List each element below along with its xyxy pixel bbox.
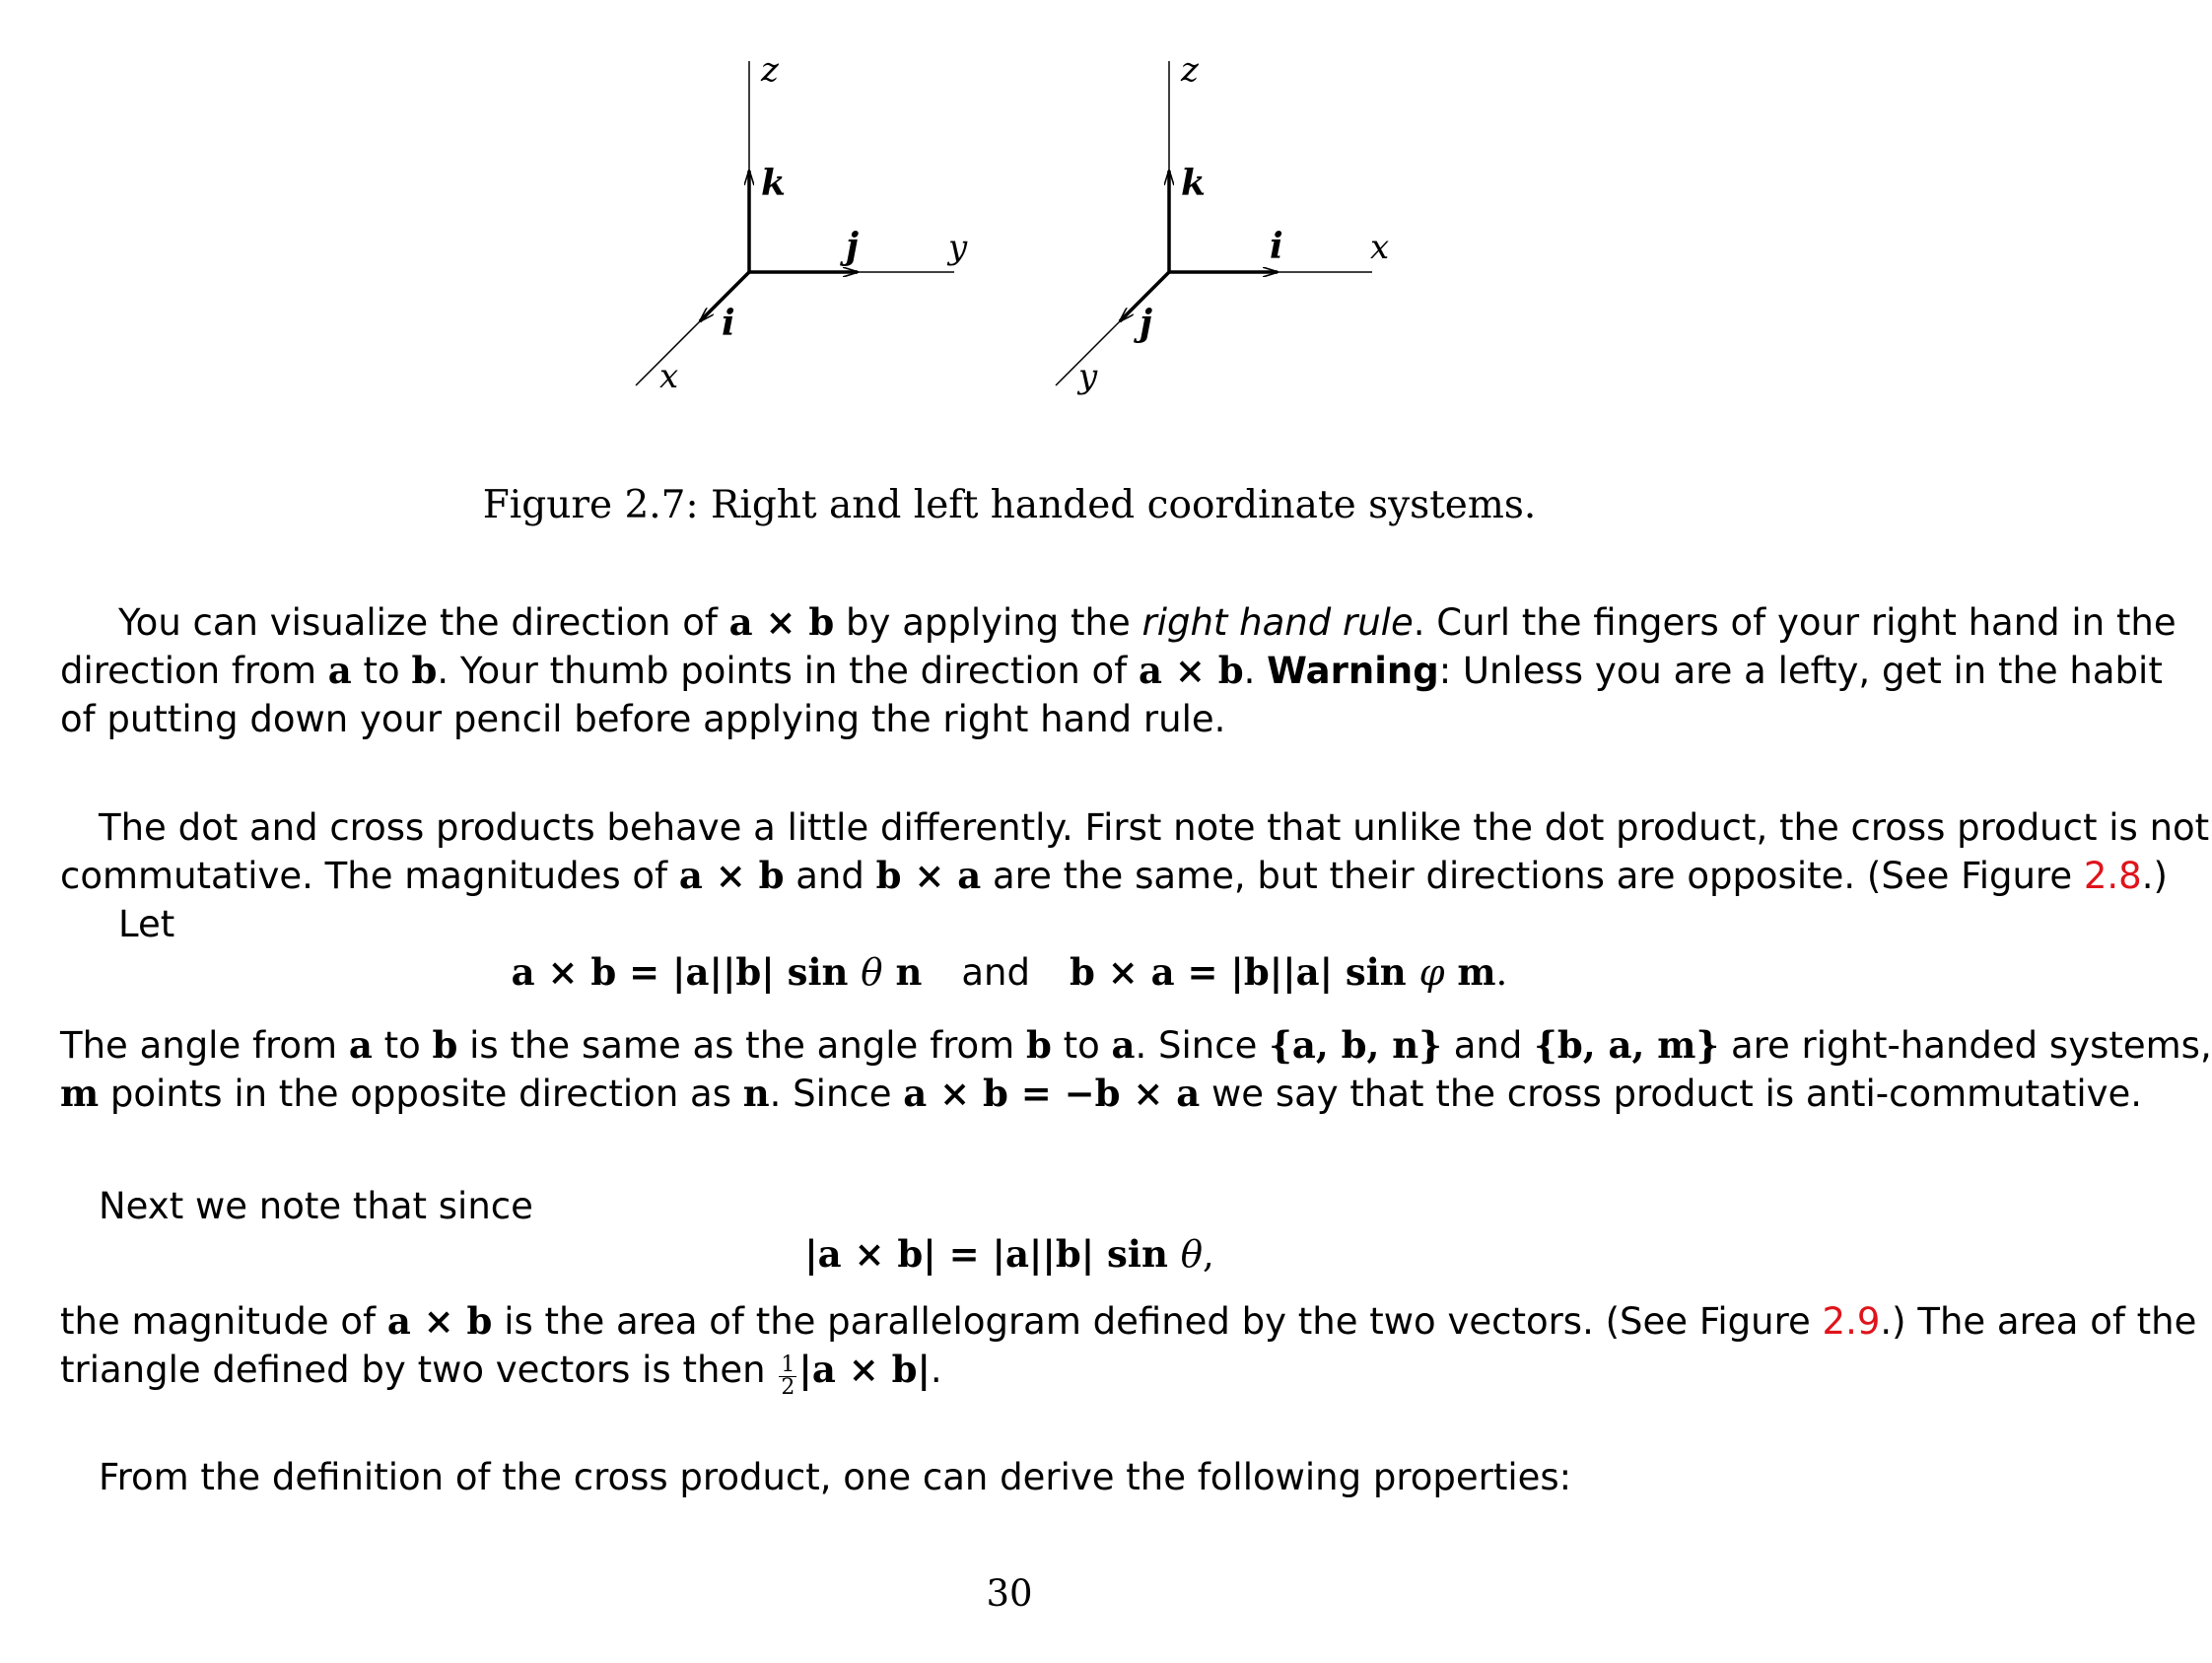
text-line <box>60 1346 1963 1399</box>
math-a-cross-b: a × b <box>728 600 835 644</box>
paragraph-area <box>60 1297 2197 1400</box>
equation-period: . <box>1495 951 1508 994</box>
text-run: triangle defined by two vectors is then <box>60 1349 778 1391</box>
text-line <box>60 1021 2212 1070</box>
i-vector-label: i <box>1270 226 1283 267</box>
i-vector-label: i <box>722 303 735 344</box>
text-line: of putting down your pencil before applying the right hand rule. <box>60 698 1226 740</box>
equation-comma: , <box>1203 1233 1214 1276</box>
paragraph-anti-commutative-intro <box>60 803 2210 948</box>
equation-cross-products <box>0 950 2019 994</box>
text-run: and <box>1441 1024 1535 1067</box>
figure-2-8-link[interactable]: 2.8 <box>2083 855 2142 897</box>
text-run: .) The area of the <box>1880 1300 2197 1343</box>
math-phi: φ <box>1418 951 1445 994</box>
equation-lhs: a × b = |a||b| sin <box>511 950 862 994</box>
text-run <box>60 650 2163 692</box>
text-run: The angle from <box>60 1024 349 1067</box>
text-run: and <box>784 855 876 897</box>
paragraph-properties-intro <box>60 1453 1963 1501</box>
text-run: direction from <box>60 650 328 692</box>
text-run: points in the opposite direction as <box>99 1073 743 1115</box>
text-line <box>60 598 2177 647</box>
paragraph-magnitude-intro <box>60 1182 1963 1230</box>
math-a: a <box>348 1023 373 1067</box>
text-run: . Since <box>769 1073 904 1115</box>
j-vector-label: j <box>846 226 860 267</box>
page-number: 30 <box>986 1572 1033 1615</box>
text-run: . <box>1243 650 1268 692</box>
math-a: a <box>1111 1023 1136 1067</box>
text-line <box>60 1297 2197 1346</box>
text-run: the magnitude of <box>60 1300 387 1343</box>
text-line <box>60 1070 2143 1118</box>
text-run: commutative. The magnitudes of <box>60 855 679 897</box>
text-line <box>60 647 2163 695</box>
text-run: . Since <box>1135 1024 1270 1067</box>
math-set-bam: {b, a, m} <box>1534 1023 1720 1067</box>
paragraph-right-hand-rule <box>60 598 2177 743</box>
text-line: Let <box>118 903 175 945</box>
math-m: m <box>60 1072 100 1115</box>
math-a-cross-b: a × b <box>386 1299 493 1343</box>
text-run: by applying the <box>834 601 1142 644</box>
math-set-abn: {a, b, n} <box>1269 1023 1442 1067</box>
equation-and: and <box>961 951 1030 994</box>
math-b: b <box>432 1023 458 1067</box>
math-n: n <box>882 950 923 994</box>
text-line <box>60 852 2168 900</box>
math-anti-commutative-identity: a × b = −b × a <box>903 1072 1201 1115</box>
fraction-one-half <box>779 1354 796 1399</box>
y-axis-label: y <box>948 228 968 267</box>
text-line: Next we note that since <box>99 1185 533 1227</box>
text-run: is the same as the angle from <box>457 1024 1026 1067</box>
text-line: The dot and cross products behave a little differently. First note that unlike the dot product, the cross product is not <box>99 806 2210 849</box>
x-axis-label: x <box>1370 228 1390 267</box>
math-theta: θ <box>861 951 883 994</box>
text-run <box>60 601 2177 644</box>
math-m: m <box>1444 950 1496 994</box>
text-run: to <box>1051 1024 1112 1067</box>
text-run: to <box>372 1024 433 1067</box>
emphasis-right-hand-rule: right hand rule <box>1141 601 1414 644</box>
text-run: to <box>351 650 412 692</box>
math-a-cross-b: a × b <box>678 854 785 897</box>
text-run: are the same, but their directions are opposite. (See Figure <box>981 855 2084 897</box>
text-run: are right-handed systems, <box>1719 1024 2212 1067</box>
text-run: . <box>930 1349 942 1391</box>
text-run: we say that the cross product is anti-commutative. <box>1200 1073 2143 1115</box>
equation-rhs: b × a = |b||a| sin <box>1069 950 1419 994</box>
figure-caption: Figure 2.7: Right and left handed coordinate systems. <box>482 483 1537 527</box>
z-axis-label: z <box>1181 50 1199 90</box>
math-n: n <box>742 1072 770 1115</box>
text-run: . Curl the fingers of your right hand in the <box>1413 601 2177 644</box>
equation-magnitude <box>0 1232 2019 1276</box>
text-run <box>60 1300 2196 1343</box>
math-b-cross-a: b × a <box>875 854 982 897</box>
x-axis-label: x <box>659 357 679 396</box>
text-run: .) <box>2141 855 2168 897</box>
paragraph-anti-commutative <box>60 1021 2212 1118</box>
text-run: . Your thumb points in the direction of <box>437 650 1139 692</box>
math-b: b <box>411 649 438 692</box>
k-vector-label: k <box>1181 163 1206 204</box>
text-line: From the definition of the cross product, one can derive the following properties: <box>99 1456 1572 1498</box>
equation-lhs: |a × b| = |a||b| sin <box>804 1232 1181 1276</box>
left-handed-system <box>1056 50 1389 396</box>
y-axis-label: y <box>1078 357 1098 396</box>
j-vector-label: j <box>1140 303 1153 344</box>
k-vector-label: k <box>761 163 786 204</box>
z-axis-label: z <box>761 50 779 90</box>
math-a-cross-b: a × b <box>1138 649 1244 692</box>
text-run: You can visualize the direction of <box>118 601 729 644</box>
warning-label: Warning <box>1267 650 1439 692</box>
fraction-numerator: 1 <box>781 1352 795 1377</box>
math-b: b <box>1025 1023 1052 1067</box>
math-a: a <box>327 649 352 692</box>
figure-2-9-link[interactable]: 2.9 <box>1822 1300 1881 1343</box>
coordinate-systems-figure <box>0 0 2019 414</box>
text-run: : Unless you are a lefty, get in the habit <box>1438 650 2163 692</box>
right-handed-system <box>636 50 968 396</box>
text-run: is the area of the parallelogram defined by the two vectors. (See Figure <box>492 1300 1823 1343</box>
fraction-denominator: 2 <box>781 1375 795 1400</box>
math-theta: θ <box>1180 1233 1204 1276</box>
math-abs-a-cross-b: |a × b| <box>798 1348 931 1391</box>
text-run <box>60 1024 2212 1067</box>
